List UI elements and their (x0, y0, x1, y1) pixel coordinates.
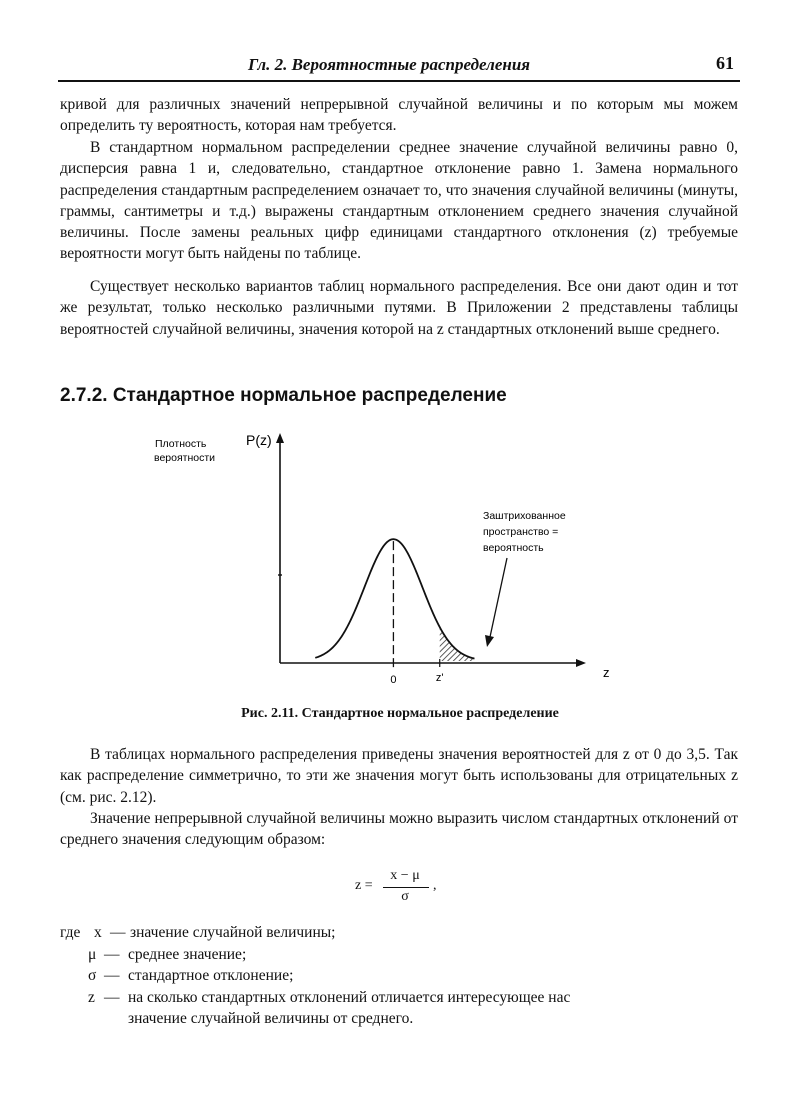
page-number: 61 (716, 53, 734, 73)
y-axis-arrow (276, 433, 284, 443)
shaded-probability-area (440, 627, 475, 661)
definition-item (60, 965, 740, 987)
formula-lhs: z = (355, 878, 373, 893)
definition-dash: — (104, 988, 120, 1006)
z-formula (355, 868, 465, 908)
formula-comma: , (433, 878, 437, 893)
y-axis-label-line1: Плотность (155, 438, 207, 450)
definition-continuation-row (60, 1008, 740, 1030)
figure-standard-normal (140, 425, 660, 695)
formula-fraction-bar (383, 887, 429, 888)
paragraph-standard-normal: В стандартном нормальном распределении среднее значение случайной величины равно 0, дисперсия равна 1 и, следовательно, стандартное отклонение равно 1. Замена нормального распределения стандартным распределением означает то, что значения случайной величины (минуты, граммы, сантиметры и т.д.) выражены стандартным отклонением среднего значения случайной величины. После замены реальных цифр единицами стандартного отклонения (z) требуемые вероятности могут быть найдены по таблице. (60, 139, 738, 263)
formula-numerator: x − μ (390, 868, 420, 883)
tick-label-zero: 0 (390, 674, 397, 686)
section-heading: 2.7.2. Стандартное нормальное распределение (60, 385, 507, 406)
symbol-definitions (60, 922, 740, 1030)
y-axis-symbol: P(z) (246, 432, 272, 448)
annotation-arrowhead (485, 635, 494, 647)
definition-intro: где (60, 924, 81, 941)
tick-label-zprime: z' (435, 672, 444, 684)
definition-dash: — (104, 945, 120, 963)
formula-denominator: σ (401, 889, 409, 904)
definition-text: среднее значение; (128, 945, 247, 963)
definition-dash: — (104, 967, 120, 984)
normal-curve (315, 539, 474, 658)
definition-dash: — (110, 924, 126, 941)
annotation-line2: пространство = (483, 526, 559, 538)
paragraph-z-expression: Значение непрерывной случайной величины можно выразить числом стандартных отклонений от среднего значения следующим образом: (60, 810, 738, 849)
definition-item (60, 987, 740, 1009)
paragraph-continuation: кривой для различных значений непрерывной случайной величины и по которым мы можем определить ту вероятность, которая нам требуется. (60, 96, 738, 135)
definition-symbol: μ (88, 945, 97, 963)
definition-text: на сколько стандартных отклонений отличается интересующее нас (128, 988, 571, 1006)
annotation-line3: вероятность (483, 542, 544, 554)
running-header (58, 52, 740, 82)
definition-item (60, 922, 740, 944)
definition-continuation: значение случайной величины от среднего. (128, 1010, 414, 1027)
paragraph-table-range: В таблицах нормального распределения приведены значения вероятностей для z от 0 до 3,5. Так как распределение симметрично, то эти же значения могут быть использованы для отрицательных z (см. рис. 2.12). (60, 746, 738, 806)
annotation-line1: Заштрихованное (483, 510, 566, 522)
definition-symbol: σ (88, 967, 97, 984)
definition-text: стандартное отклонение; (128, 967, 294, 984)
paragraph-table-variants: Существует несколько вариантов таблиц нормального распределения. Все они дают один и тот же результат, только несколько различными путями. В Приложении 2 представлены таблицы вероятностей случайной величины, значения которой на z стандартных отклонений выше среднего. (60, 278, 738, 338)
y-axis-label-line2: вероятности (154, 452, 216, 464)
chart-svg (140, 425, 660, 695)
definition-symbol: z (88, 988, 95, 1006)
chapter-title: Гл. 2. Вероятностные распределения (248, 55, 531, 74)
figure-caption: Рис. 2.11. Стандартное нормальное распределение (241, 706, 559, 721)
definition-item (60, 944, 740, 966)
annotation-arrow-line (490, 558, 507, 637)
definition-symbol: x (94, 924, 102, 941)
definition-text: значение случайной величины; (130, 924, 336, 941)
x-axis-arrow (576, 659, 586, 667)
x-axis-symbol: z (603, 665, 610, 680)
